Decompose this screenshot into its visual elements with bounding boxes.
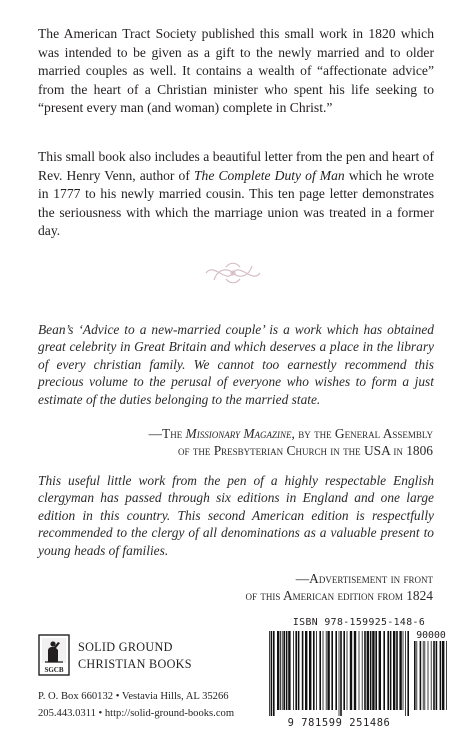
barcode-bar	[436, 641, 438, 710]
barcode-bar	[442, 641, 444, 710]
barcode-bar	[327, 631, 329, 710]
barcode-bar	[335, 631, 337, 710]
barcode-bar	[420, 641, 422, 710]
barcode-bar	[269, 631, 270, 716]
barcode-bar	[407, 631, 409, 716]
barcode-bar	[359, 631, 360, 710]
book-title: The Complete Duty of Man	[193, 167, 345, 183]
ean-barcode	[269, 631, 409, 716]
barcode-bar	[416, 641, 417, 710]
barcode-bar	[302, 631, 304, 710]
description-paragraph-2: This small book also includes a beautiful letter from the pen and heart of Rev. Henry Venn, author of The Complete Duty of Man which he wrote in 1777 to his newly married cousin. This ten page letter demonstrates the seriousness with which the marriage union was treated in a former day.	[38, 149, 434, 239]
barcode-bar	[362, 631, 363, 710]
barcode-bar	[326, 631, 327, 710]
barcode-bar	[446, 641, 447, 710]
barcode-bar	[354, 631, 356, 710]
barcode-bar	[375, 631, 377, 710]
barcode-bar	[383, 631, 385, 710]
barcode-bar	[316, 631, 317, 710]
barcode-bar	[390, 631, 392, 710]
ornament-flourish-icon	[200, 258, 266, 288]
barcode-bar	[428, 641, 429, 710]
barcode-bar	[364, 631, 366, 710]
barcode-bar	[323, 631, 324, 710]
barcode-bar	[405, 631, 406, 716]
barcode-bar	[288, 631, 290, 710]
barcode-addon-number: 90000	[416, 630, 446, 641]
barcode-bar	[283, 631, 285, 710]
barcode-bar	[340, 631, 342, 716]
publisher-contact: 205.443.0311 • http://solid-ground-books.com	[38, 708, 235, 719]
barcode-bar	[309, 631, 311, 710]
publisher-address: P. O. Box 660132 • Vestavia Hills, AL 35266	[38, 691, 229, 702]
publisher-logo-icon	[38, 634, 70, 676]
endorsement-quote-2: This useful little work from the pen of a highly respectable English clergyman has passed through six editions in England and one large edition in this country. This second American edition is respectfully recommended to the clergy of all denominations as a valuable present to young heads of families.	[38, 473, 434, 558]
barcode-bar	[393, 631, 395, 710]
endorsement-attribution-2: —Advertisement in front of this American edition from 1824	[245, 571, 433, 604]
magazine-title: Missionary Magazine	[185, 426, 292, 441]
logo-text: SGCB	[44, 666, 64, 674]
barcode-bar	[387, 631, 389, 710]
barcode-bar	[379, 631, 381, 710]
barcode-bar	[399, 631, 401, 710]
barcode-bar	[271, 631, 273, 716]
barcode-bar	[367, 631, 369, 710]
barcode-bar	[403, 631, 404, 710]
barcode-bar	[372, 631, 374, 710]
addon-barcode	[414, 641, 448, 716]
barcode-bar	[350, 631, 352, 710]
barcode-bar	[343, 631, 345, 710]
barcode-bar	[273, 631, 275, 716]
barcode-bar	[305, 631, 307, 710]
barcode-bar	[293, 631, 294, 710]
barcode-bar	[433, 641, 435, 710]
barcode-bar	[424, 641, 425, 710]
barcode-bar	[331, 631, 333, 710]
barcode-bar	[286, 631, 288, 710]
barcode-bar	[396, 631, 398, 710]
barcode-bar	[277, 631, 279, 710]
barcode-bar	[319, 631, 321, 710]
barcode-digits: 9 781599 251486	[287, 717, 391, 729]
endorsement-quote-1: Bean’s ‘Advice to a new-married couple’ is a work which has obtained great celebrity in Great Britain and which deserves a place in the library of every christian family. We cannot too earnestly recommend this precious volume to the perusal of everyone who wishes to form a just estimate of the duties belonging to the married state.	[38, 322, 434, 407]
barcode-bar	[298, 631, 300, 710]
endorsement-attribution-1: —The Missionary Magazine, by the General Assembly of the Presbyterian Church in the USA in 1806	[148, 426, 433, 459]
barcode-bar	[347, 631, 348, 710]
barcode-bar	[280, 631, 281, 710]
barcode-bar	[423, 641, 424, 710]
barcode-bar	[440, 641, 442, 710]
barcode-bar	[282, 631, 283, 710]
isbn-label: ISBN 978-159925-148-6	[292, 617, 426, 628]
barcode-bar	[313, 631, 315, 710]
barcode-bar	[431, 641, 432, 710]
description-paragraph-1: The American Tract Society published this small work in 1820 which was intended to be given as a gift to the newly married and to older married couples as well. It contains a wealth of “affectionate advice” from the heart of a Christian minister who spent his life seeking to “present every man (and woman) complete in Christ.”	[38, 26, 434, 116]
barcode-block	[269, 617, 449, 731]
barcode-bar	[414, 641, 416, 710]
barcode-bar	[339, 631, 340, 716]
publisher-name: SOLID GROUND CHRISTIAN BOOKS	[78, 640, 192, 671]
barcode-bar	[295, 631, 297, 710]
barcode-bar	[370, 631, 372, 710]
